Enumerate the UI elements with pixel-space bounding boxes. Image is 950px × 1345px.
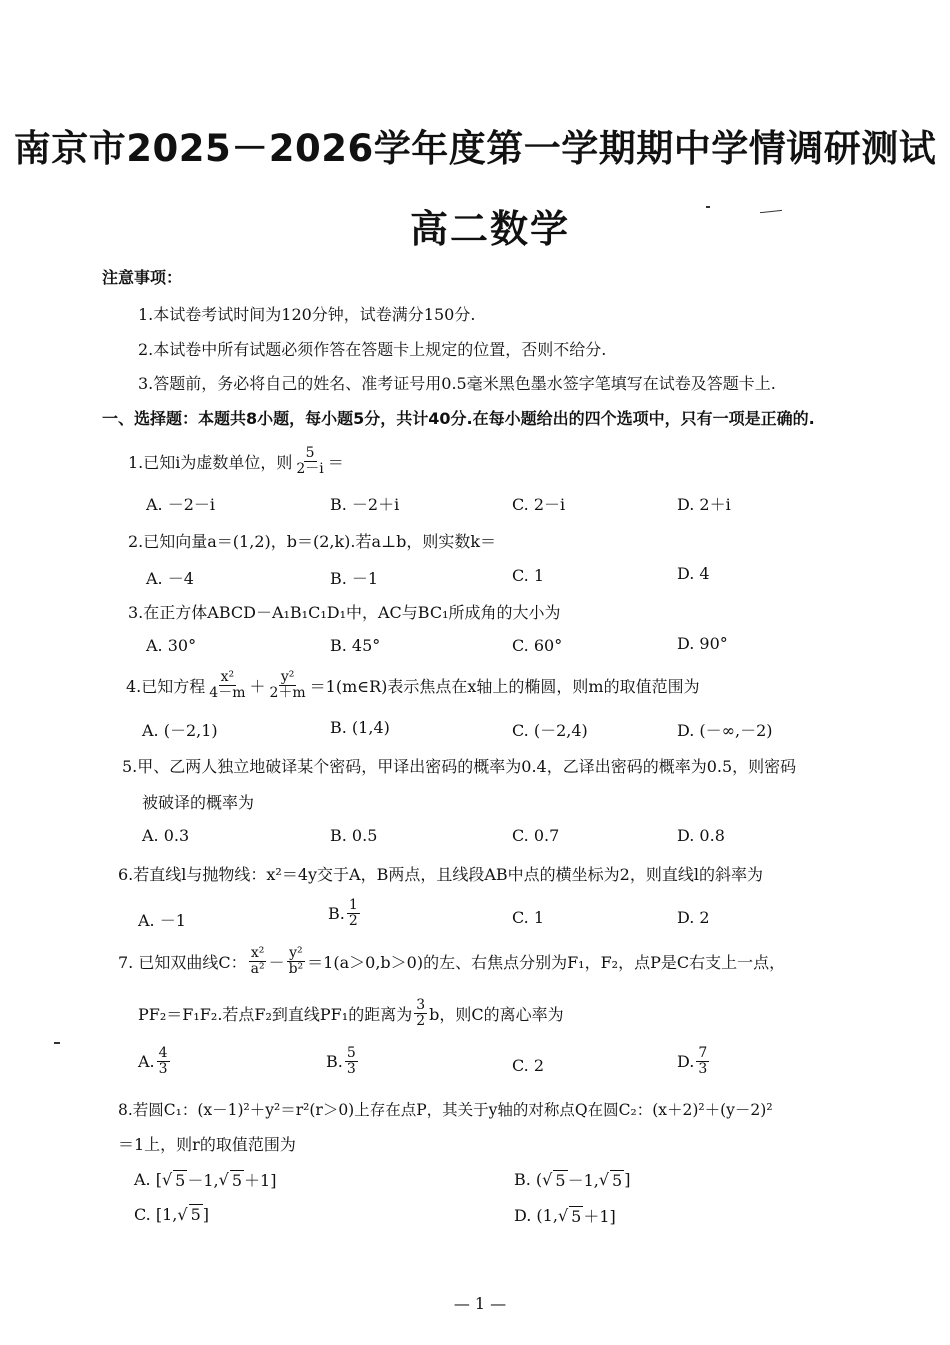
page-number: — 1 — [453, 1294, 507, 1313]
q7-opta-num: 4 [158, 1045, 168, 1061]
q1-fraction [294, 446, 325, 476]
q7-optb-num: 5 [346, 1045, 356, 1061]
q1-option-a: A. －2－i [146, 495, 216, 514]
q8-optc-post: ] [202, 1204, 209, 1224]
q5-option-c: C. 0.7 [512, 826, 560, 845]
question-8: 8.若圆C₁：(x－1)²＋y²＝r²(r＞0)上存在点P，其关于y轴的对称点Q在圆C₂：(x＋2)²＋(y－2)² [118, 1101, 773, 1119]
q6-option-a: A. －1 [138, 911, 186, 930]
q3-option-b: B. 45° [330, 636, 381, 655]
q6-option-b-fraction [347, 898, 360, 928]
q4-fraction-2 [267, 670, 307, 700]
q7-prefix: 7. 已知双曲线C： [118, 952, 247, 972]
question-6: 6.若直线l与抛物线：x²＝4y交于A，B两点，且线段AB中点的横坐标为2，则直线l的斜率为 [118, 865, 763, 884]
exam-title: 南京市2025－2026学年度第一学期期中学情调研测试 [13, 127, 937, 170]
q4-frac1-num: x² [220, 669, 235, 685]
q4-suffix: ＝1(m∈R)表示焦点在x轴上的椭圆，则m的取值范围为 [309, 676, 700, 696]
q8-optd-pre: D. (1, [514, 1206, 558, 1225]
q4-option-d: D. (－∞,－2) [677, 721, 773, 740]
q7-fraction-1 [249, 946, 267, 976]
q7-line2-suffix: b，则C的离心率为 [429, 1004, 564, 1024]
question-4 [126, 670, 700, 700]
q8-option-b [514, 1168, 630, 1191]
exam-subtitle: 高二数学 [409, 207, 570, 251]
notice-item-1: 1.本试卷考试时间为120分钟，试卷满分150分. [138, 305, 476, 324]
q1-option-b: B. －2＋i [330, 495, 400, 514]
q8-option-d [514, 1204, 616, 1227]
q7-option-b-fraction [345, 1046, 358, 1076]
q8-optb-radicand-2: 5 [612, 1170, 623, 1190]
section-heading: 一、选择题：本题共8小题，每小题5分，共计40分.在每小题给出的四个选项中，只有一项是正确的. [102, 409, 815, 428]
q4-fraction-1 [207, 670, 247, 700]
q6-option-b-label: B. [328, 903, 345, 923]
q8-optc-pre: C. [1, [134, 1204, 178, 1224]
sqrt-icon: √ [542, 1170, 553, 1189]
scan-speck [706, 206, 710, 208]
q8-opta-post: ＋1] [244, 1171, 277, 1190]
question-8-line-2: ＝1上，则r的取值范围为 [118, 1135, 296, 1154]
q8-optd-radicand: 5 [571, 1206, 582, 1226]
q7-option-b [326, 1046, 360, 1076]
question-7 [118, 946, 785, 976]
notice-heading: 注意事项： [102, 268, 183, 287]
q4-option-c: C. (－2,4) [512, 721, 588, 740]
q2-option-c: C. 1 [512, 566, 545, 585]
q5-option-d: D. 0.8 [677, 826, 725, 845]
sqrt-icon: √ [598, 1170, 610, 1189]
q7-line2-fraction [414, 998, 427, 1028]
q6-option-d: D. 2 [677, 908, 710, 927]
sqrt-icon: √ [177, 1204, 188, 1224]
q8-opta-radicand-1: 5 [175, 1170, 186, 1190]
q1-prefix: 1.已知i为虚数单位，则 [128, 452, 293, 472]
q7-frac2-num: y² [289, 945, 303, 961]
question-1 [128, 446, 344, 476]
q3-option-c: C. 60° [512, 636, 563, 655]
q8-option-c [134, 1204, 209, 1224]
scan-speck [54, 1042, 60, 1044]
question-2: 2.已知向量a＝(1,2)，b＝(2,k).若a⊥b，则实数k＝ [128, 532, 497, 551]
q4-option-a: A. (－2,1) [142, 721, 218, 740]
q1-option-d: D. 2＋i [677, 495, 731, 514]
q8-opta-mid: －1, [187, 1171, 219, 1190]
q7-option-d-fraction [696, 1046, 709, 1076]
q7-option-a-fraction [157, 1046, 170, 1076]
q1-option-c: C. 2－i [512, 495, 566, 514]
q7-optd-den: 3 [698, 1060, 708, 1077]
q2-option-a: A. －4 [146, 569, 194, 588]
q7-line2-num: 3 [416, 997, 426, 1013]
q1-frac-num: 5 [305, 445, 315, 461]
q8-optd-post: ＋1] [583, 1207, 616, 1226]
q2-option-b: B. －1 [330, 569, 379, 588]
q7-option-b-label: B. [326, 1051, 343, 1071]
q7-option-d [677, 1046, 711, 1076]
q1-frac-den: 2－i [296, 460, 324, 477]
sqrt-icon: √ [161, 1170, 173, 1189]
q1-suffix: ＝ [327, 452, 344, 472]
q4-frac2-den: 2＋m [269, 684, 306, 701]
question-3: 3.在正方体ABCD－A₁B₁C₁D₁中，AC与BC₁所成角的大小为 [128, 603, 561, 622]
q7-suffix: ＝1(a＞0,b＞0)的左、右焦点分别为F₁，F₂，点P是C右支上一点， [307, 952, 786, 972]
q6-option-b [328, 898, 362, 928]
q5-option-b: B. 0.5 [330, 826, 378, 845]
q5-option-a: A. 0.3 [142, 826, 190, 845]
q7-frac1-num: x² [250, 945, 265, 961]
q8-optb-radicand-1: 5 [555, 1170, 566, 1190]
q2-option-d: D. 4 [677, 564, 710, 583]
question-5-line-2: 被破译的概率为 [142, 793, 255, 812]
notice-item-3: 3.答题前，务必将自己的姓名、准考证号用0.5毫米黑色墨水签字笔填写在试卷及答题卡上. [138, 374, 776, 393]
q6-optb-den: 2 [348, 912, 358, 929]
q8-opta-pre: A. [ [134, 1170, 162, 1189]
q8-opta-radicand-2: 5 [231, 1170, 243, 1190]
q4-frac2-num: y² [280, 669, 295, 685]
sqrt-icon: √ [218, 1170, 229, 1189]
q7-line2-prefix: PF₂＝F₁F₂.若点F₂到直线PF₁的距离为 [138, 1004, 413, 1024]
q7-frac1-den: a² [250, 960, 265, 977]
q7-frac2-den: b² [288, 960, 304, 977]
q7-option-a-label: A. [138, 1051, 155, 1071]
question-7-line-2 [138, 998, 564, 1028]
q8-option-a [134, 1168, 276, 1191]
q7-optb-den: 3 [346, 1060, 356, 1077]
q8-optb-pre: B. ( [514, 1170, 543, 1189]
q8-optb-post: ] [624, 1170, 631, 1189]
q4-option-b: B. (1,4) [330, 718, 390, 737]
q8-optc-radicand: 5 [190, 1205, 201, 1224]
q7-opta-den: 3 [158, 1060, 168, 1077]
q4-prefix: 4.已知方程 [126, 676, 206, 696]
q8-optb-mid: －1, [567, 1171, 599, 1190]
notice-item-2: 2.本试卷中所有试题必须作答在答题卡上规定的位置，否则不给分. [138, 340, 607, 359]
q4-plus: ＋ [249, 676, 266, 696]
q7-optd-num: 7 [698, 1045, 708, 1061]
q7-minus: － [268, 952, 285, 972]
q7-option-d-label: D. [677, 1051, 695, 1071]
question-5: 5.甲、乙两人独立地破译某个密码，甲译出密码的概率为0.4，乙译出密码的概率为0.5，则密码 [122, 757, 797, 776]
q3-option-a: A. 30° [146, 636, 197, 655]
q6-optb-num: 1 [348, 897, 358, 913]
q7-option-a [138, 1046, 172, 1076]
q7-option-c: C. 2 [512, 1056, 545, 1075]
sqrt-icon: √ [557, 1206, 569, 1225]
q6-option-c: C. 1 [512, 908, 545, 927]
q4-frac1-den: 4－m [209, 684, 246, 701]
q7-fraction-2 [287, 946, 306, 976]
q3-option-d: D. 90° [677, 634, 728, 653]
q7-line2-den: 2 [416, 1012, 426, 1029]
